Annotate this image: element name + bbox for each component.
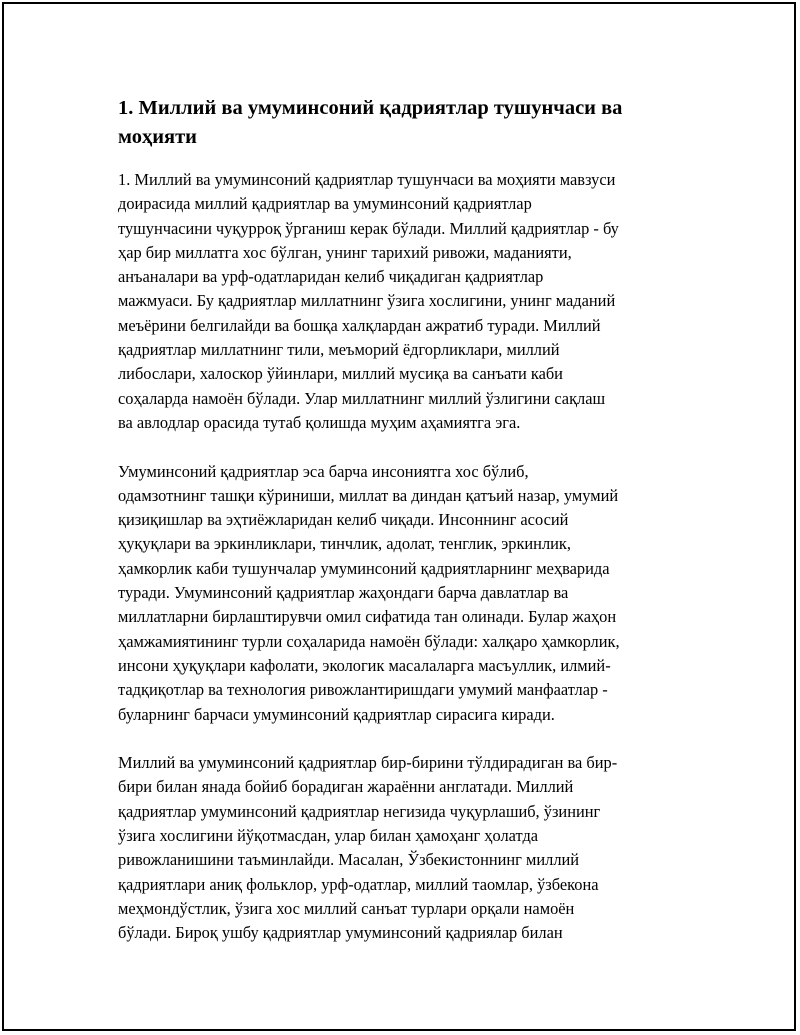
paragraph-2: Умуминсоний қадриятлар эса барча инсониятга хос бўлиб, одамзотнинг ташқи кўриниши, миллат ва диндан қатъий назар, умумий қизиқишлар ва эҳтиёжларидан келиб чиқади. Инсоннинг асосий ҳуқуқлари ва эркинликлари, тинчлик, адолат, тенглик, эркинлик, ҳамкорлик каби тушунчалар умуминсоний қадриятларнинг меҳварида туради. Умуминсоний қадриятлар жаҳондаги барча давлатлар ва миллатларни бирлаштирувчи омил сифатида тан олинади. Булар жаҳон ҳамжамиятининг турли соҳаларида намоён бўлади: халқаро ҳамкорлик, инсони ҳуқуқлари кафолати, экологик масалаларга масъуллик, илмий- тадқиқотлар ва технология ривожлантиришдаги умумий манфаатлар - буларнинг барчаси умуминсоний қадриятлар сирасига киради.	[118, 461, 620, 724]
paragraph-1: 1. Миллий ва умуминсоний қадриятлар тушунчаси ва моҳияти мавзуси доирасида миллий қадриятлар ва умуминсоний қадриятлар тушунчасини чуқурроқ ўрганиш керак бўлади. Миллий қадриятлар - бу ҳар бир миллатга хос бўлган, унинг тарихий ривожи, маданияти, анъаналари ва урф-одатларидан келиб чиқадиган қадриятлар мажмуаси. Бу қадриятлар миллатнинг ўзига хослигини, унинг маданий меъёрини белгилайди ва бошқа халқлардан ажратиб туради. Миллий қадриятлар миллатнинг тили, меъморий ёдгорликлари, миллий либослари, халоскор ўйинлари, миллий мусиқа ва санъати каби соҳаларда намоён бўлади. Улар миллатнинг миллий ўзлигини сақлаш ва авлодлар орасида тутаб қолишда муҳим аҳамиятга эга.	[118, 170, 619, 432]
document-heading: 1. Миллий ва умуминсоний қадриятлар тушунчаси ва моҳияти	[118, 97, 623, 148]
document-body	[118, 94, 688, 970]
paragraph-3: Миллий ва умуминсоний қадриятлар бир-бирини тўлдирадиган ва бир- бири билан янада бойиб борадиган жараённи англатади. Миллий қадриятлар умуминсоний қадриятлар негизида чуқурлашиб, ўзининг ўзига хослигини йўқотмасдан, улар билан ҳамоҳанг ҳолатда ривожланишини таъминлайди. Масалан, Ўзбекистоннинг миллий қадриятлари аниқ фольклор, урф-одатлар, миллий таомлар, ўзбекона меҳмондўстлик, ўзига хос миллий санъат турлари орқали намоён бўлади. Бироқ ушбу қадриятлар умуминсоний қадриялар билан	[118, 753, 618, 943]
